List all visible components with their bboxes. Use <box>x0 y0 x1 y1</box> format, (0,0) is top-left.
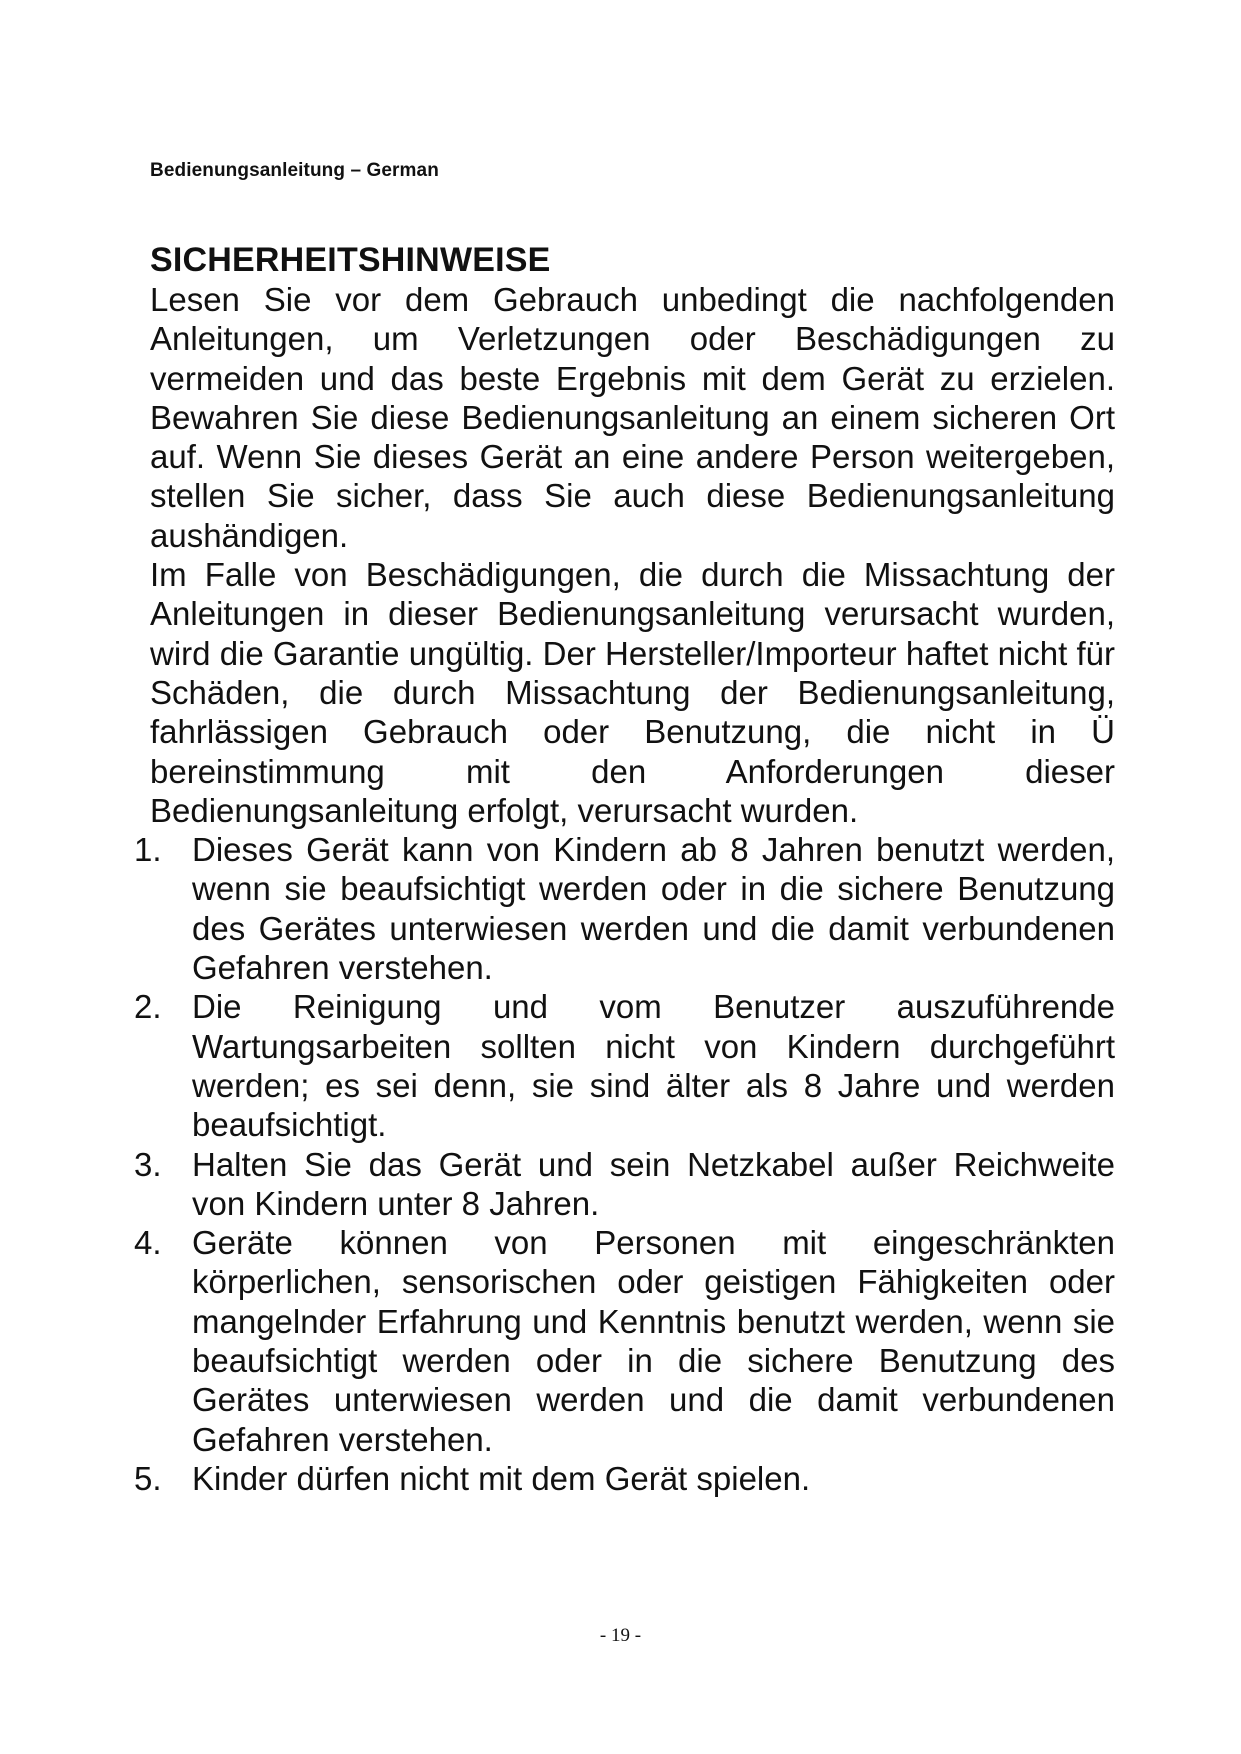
section-title: SICHERHEITSHINWEISE <box>150 241 551 279</box>
list-item-number: 3. <box>134 1145 162 1183</box>
list-item-text: Geräte können von Personen mit eingeschränkten körperlichen, sensorischen oder geistigen Fähigkeiten oder mangelnder Erfahrung und Kenntnis benutzt werden, wenn sie beaufsichtigt werden oder in die sichere Benutzung des Gerätes unterwiesen werden und die damit verbundenen Gefahren verstehen. <box>192 1224 1115 1458</box>
list-item <box>134 830 1115 987</box>
safety-list <box>134 830 1115 1498</box>
list-item <box>134 1223 1115 1459</box>
list-item-text: Kinder dürfen nicht mit dem Gerät spielen. <box>192 1459 811 1497</box>
list-item <box>134 1459 1115 1498</box>
list-item-number: 4. <box>134 1224 162 1262</box>
safety-section <box>134 240 1115 1498</box>
warranty-paragraph: Im Falle von Beschädigungen, die durch die Missachtung der Anleitungen in dieser Bedienungsanleitung verursacht wurden, wird die Garantie ungültig. Der Hersteller/Importeur haftet nicht für Schäden, die durch Missachtung der Bedienungsanleitung, fahrlässigen Gebrauch oder Benutzung, die nicht in Ü bereinstimmung mit den Anforderungen dieser Bedienungsanleitung erfolgt, verursacht wurden. <box>150 556 1115 829</box>
list-item <box>134 1145 1115 1224</box>
list-item-text: Dieses Gerät kann von Kindern ab 8 Jahren benutzt werden, wenn sie beaufsichtigt werden oder in die sichere Benutzung des Gerätes unterwiesen werden und die damit verbundenen Gefahren verstehen. <box>192 831 1115 987</box>
list-item-text: Die Reinigung und vom Benutzer auszuführende Wartungsarbeiten sollten nicht von Kindern durchgeführt werden; es sei denn, sie sind älter als 8 Jahre und werden beaufsichtigt. <box>192 988 1115 1144</box>
list-item-text: Halten Sie das Gerät und sein Netzkabel außer Reichweite von Kindern unter 8 Jahren. <box>192 1145 1115 1222</box>
intro-paragraph: Lesen Sie vor dem Gebrauch unbedingt die nachfolgenden Anleitungen, um Verletzungen oder Beschädigungen zu vermeiden und das beste Ergebnis mit dem Gerät zu erzielen. Bewahren Sie diese Bedienungsanleitung an einem sicheren Ort auf. Wenn Sie dieses Gerät an eine andere Person weitergeben, stellen Sie sicher, dass Sie auch diese Bedienungsanleitung aushändigen. <box>150 281 1115 554</box>
page-number: - 19 - <box>599 1625 642 1646</box>
list-item-number: 5. <box>134 1459 162 1497</box>
list-item-number: 1. <box>134 831 162 869</box>
list-item-number: 2. <box>134 988 162 1026</box>
list-item <box>134 987 1115 1144</box>
running-header: Bedienungsanleitung – German <box>150 160 439 181</box>
